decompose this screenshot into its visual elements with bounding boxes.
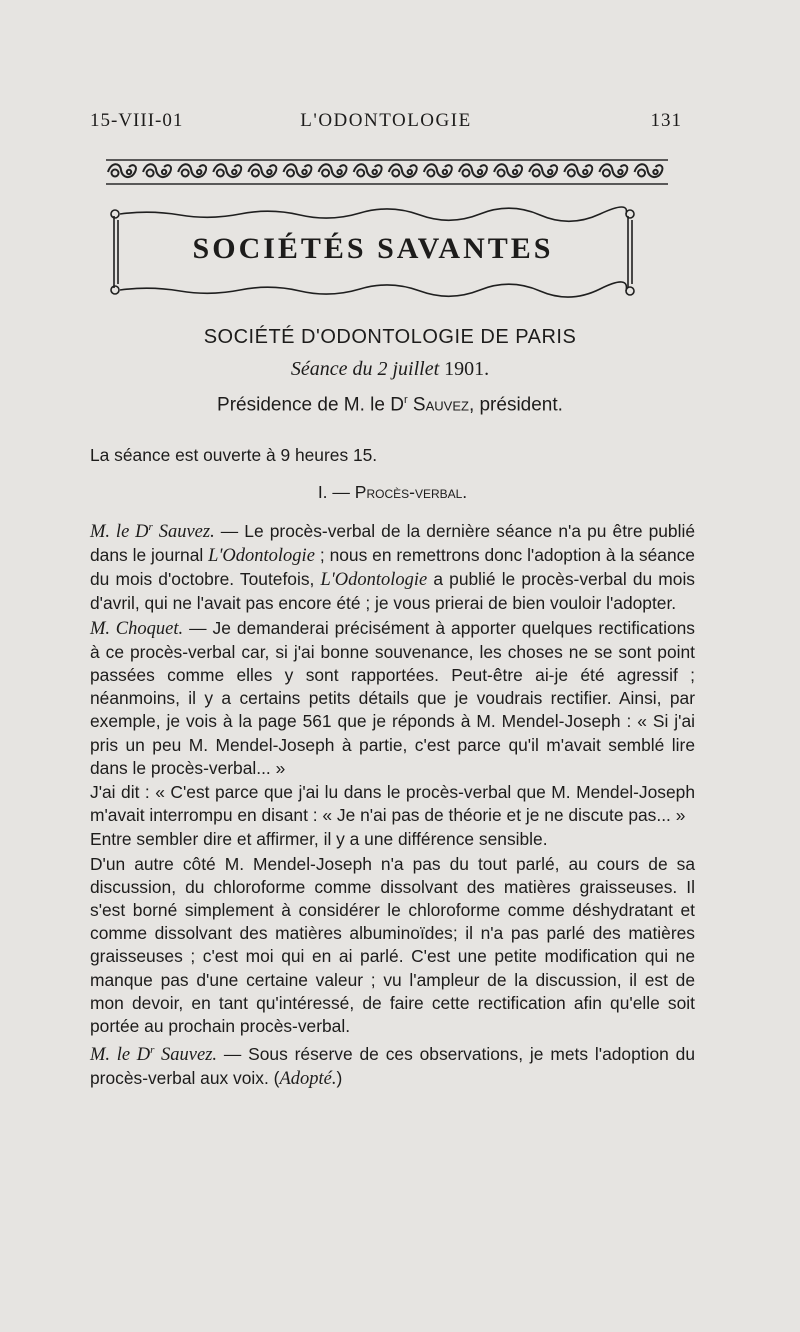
paragraph — [90, 781, 695, 827]
presidence-prefix: Présidence de M. le D — [217, 394, 404, 416]
journal-title: L'Odontologie — [208, 546, 315, 566]
paragraph-text: — Je demanderai précisément à apporter quelques rectifications à ce procès-verbal car, si j'ai bonne souvenance, les choses ne se sont point passées comme elles y sont rapportées. Peut-être ai-je été agressif ; néanmoins, il y a certains petits détails que je voudrais rectifier. Ainsi, par exemple, je vois à la page 561 que je réponds à M. Mendel-Joseph : « Si j'ai pris un peu M. Mendel-Joseph à partie, c'est parce qu'il m'avait semblé lire dans le procès-verbal... » — [90, 617, 695, 778]
subsection-title: Procès-verbal. — [354, 482, 468, 502]
paragraph-text: Entre sembler dire et affirmer, il y a une différence sensible. — [90, 829, 548, 850]
subsection-heading — [90, 482, 695, 503]
speaker: M. Choquet. — [90, 618, 184, 639]
minutes-body — [90, 516, 695, 1092]
page-number: 131 — [650, 110, 682, 131]
paragraph — [90, 1039, 695, 1091]
president-name: Sauvez — [412, 394, 469, 416]
opening-line: La séance est ouverte à 9 heures 15. — [90, 445, 378, 465]
session-date — [90, 358, 690, 381]
header-date: 15-VIII-01 — [90, 110, 184, 131]
speaker-sup: r — [148, 521, 153, 533]
running-head — [90, 110, 682, 140]
ornamental-band — [106, 158, 668, 186]
paragraph-text: — Le procès-verbal de la dernière séance n'a pu être publié dans le journal — [90, 520, 696, 565]
paragraph — [90, 617, 695, 780]
paragraph-text: ) — [336, 1068, 343, 1089]
paragraph-text: D'un autre côté M. Mendel-Joseph n'a pas du tout parlé, au cours de sa discussion, du chloroforme comme dissolvant des matières graisseuses. Il s'est borné simplement à considérer le chloroforme comme déshydratant et comme dissolvant des matières albuminoïdes; il n'a pas parlé des matières graisseuses ; c'est moi qui en ai parlé. C'est une petite modification qui ne manque pas d'une certaine valeur ; vu l'ampleur de la discussion, il est de mon devoir, en tant qu'intéressé, de faire cette rectification afin qu'elle soit portée au prochain procès-verbal. — [90, 853, 695, 1037]
speaker: M. le D — [90, 521, 149, 542]
presidence-suffix: , président. — [468, 394, 563, 416]
journal-title: L'Odontologie — [320, 570, 428, 591]
paragraph-text: a publié le procès-verbal du mois d'avril, qui ne l'avait pas encore été ; je vous prierai de bien vouloir l'adopter. — [90, 569, 696, 614]
paragraph-text: — Sous réserve de ces observations, je mets l'adoption du procès-verbal aux voix. ( — [90, 1044, 696, 1089]
presidence-sup: r — [403, 394, 408, 406]
paragraph — [90, 516, 695, 616]
section-title: SOCIÉTÉS SAVANTES — [192, 232, 554, 265]
paragraph-text: ; nous en remettrons donc l'adoption à la séance du mois d'octobre. Toutefois, — [90, 545, 695, 590]
presidence-line — [90, 394, 690, 416]
adopted-note: Adopté. — [279, 1069, 337, 1090]
society-name: SOCIÉTÉ D'ODONTOLOGIE DE PARIS — [203, 326, 577, 348]
session-label: Séance du 2 juillet — [290, 358, 440, 380]
speaker-name: Sauvez. — [152, 521, 215, 542]
subsection-number: I. — — [317, 482, 355, 502]
speaker-name: Sauvez. — [154, 1045, 218, 1066]
paragraph-text: J'ai dit : « C'est parce que j'ai lu dans le procès-verbal que M. Mendel-Joseph m'avait interrompu en disant : « Je n'ai pas de théorie et je ne discute pas... » — [90, 782, 695, 826]
paragraph — [90, 828, 695, 851]
session-year: 1901. — [444, 358, 490, 380]
speaker-sup: r — [150, 1044, 155, 1057]
speaker: M. le D — [90, 1045, 151, 1066]
header-journal: L'ODONTOLOGIE — [300, 110, 472, 131]
paragraph — [90, 853, 695, 1039]
